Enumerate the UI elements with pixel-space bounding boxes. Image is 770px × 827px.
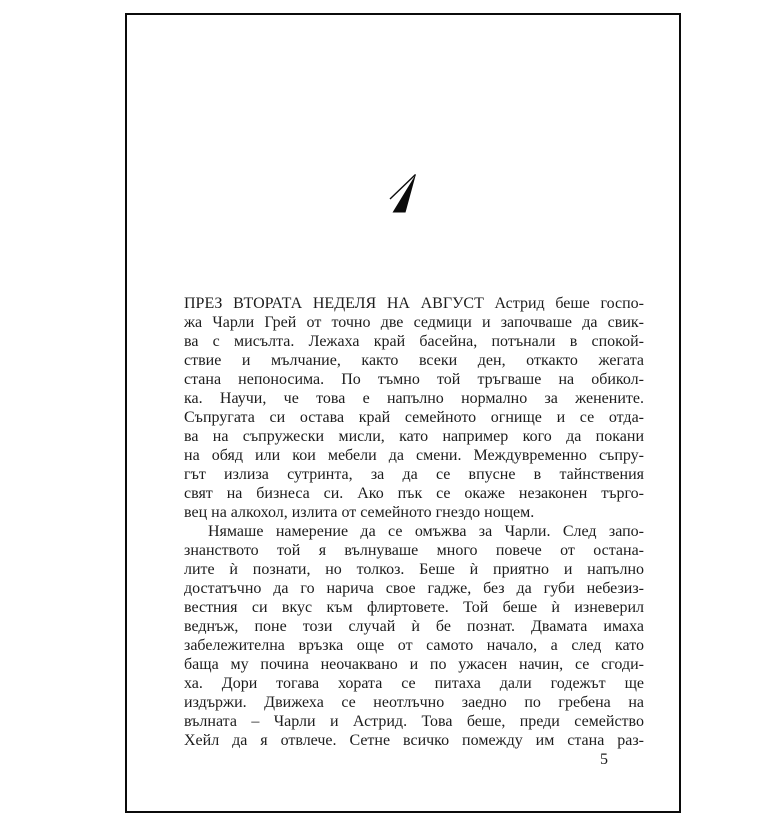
body-text	[184, 294, 644, 750]
page-number: 5	[600, 751, 608, 768]
text-line: ствие и мълчание, както всеки ден, откакто жегата	[184, 352, 644, 369]
text-line: Съпругата си остава край семейното огнище и се отда-	[184, 409, 644, 426]
text-line: ПРЕЗ ВТОРАТА НЕДЕЛЯ НА АВГУСТ Астрид беше госпо-	[184, 295, 644, 312]
text-line: на обяд или кои мебели да смени. Междувременно съпру-	[184, 447, 644, 464]
text-line: издържи. Движеха се неотлъчно заедно по гребена на	[184, 694, 644, 711]
text-line: ха. Дори тогава хората се питаха дали годежът ще	[184, 675, 644, 692]
text-line: стана непоносима. По тъмно той тръгваше на обикол-	[184, 371, 644, 388]
text-line: ка. Научи, че това е напълно нормално за женените.	[184, 390, 644, 407]
text-line: вестния си вкус към флиртовете. Той беше ѝ изневерил	[184, 599, 644, 616]
text-line: вец на алкохол, излита от семейното гнездо нощем.	[184, 504, 535, 521]
text-line: Хейл да я отвлече. Сетне всичко помежду им стана раз-	[184, 732, 644, 749]
chapter-number-glyph	[389, 173, 417, 213]
text-line: Нямаше намерение да се омъжва за Чарли. След запо-	[208, 523, 644, 540]
text-line: веднъж, поне този случай ѝ бе познат. Двамата имаха	[184, 618, 644, 635]
text-line: гът излиза сутринта, за да се впусне в тайнствения	[184, 466, 644, 483]
text-line: ва на съпружески мисли, като например кого да покани	[184, 428, 644, 445]
text-line: лите ѝ познати, но толкоз. Беше ѝ приятно и напълно	[184, 561, 644, 578]
text-line: знанството той я вълнуваше много повече от остана-	[184, 542, 644, 559]
text-line: жа Чарли Грей от точно две седмици и започваше да свик-	[184, 314, 644, 331]
text-line: свят на бизнеса си. Ако пък се окаже незаконен търго-	[184, 485, 644, 502]
text-line: вълната – Чарли и Астрид. Това беше, преди семейство	[184, 713, 644, 730]
page-border-frame	[125, 13, 681, 813]
text-line: ва с мисълта. Лежаха край басейна, потънали в спокой-	[184, 333, 644, 350]
text-line: достатъчно да го нарича свое гадже, без да губи небезиз-	[184, 580, 644, 597]
chapter-number	[127, 173, 679, 213]
text-line: забележителна връзка още от самото начало, а след като	[184, 637, 644, 654]
text-line: баща му почина неочаквано и по ужасен начин, се сгоди-	[184, 656, 644, 673]
